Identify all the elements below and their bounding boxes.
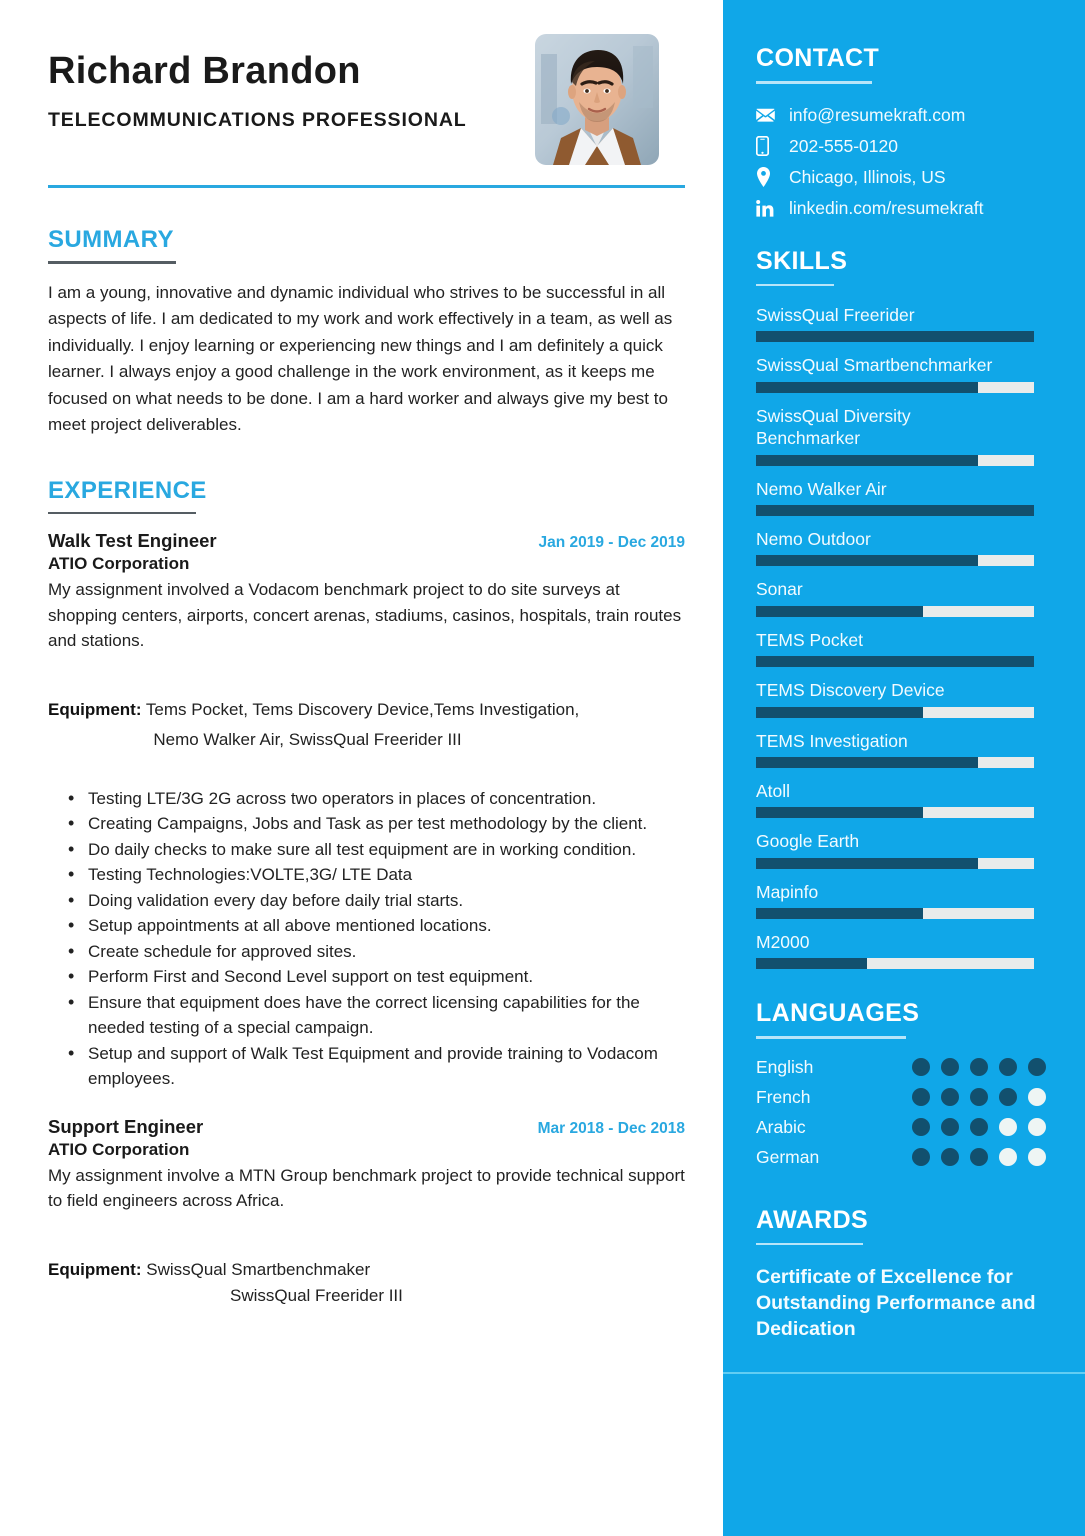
list-item: • Testing Technologies:VOLTE,3G/ LTE Data (86, 862, 685, 888)
experience-item-header (48, 1116, 685, 1138)
languages-heading: LANGUAGES (756, 999, 920, 1028)
skill-bar-fill (756, 908, 923, 919)
skill-name: M2000 (756, 932, 810, 953)
list-item: • Perform First and Second Level support on test equipment. (86, 964, 685, 990)
job-dates: Jan 2019 - Dec 2019 (538, 534, 685, 552)
skill-name: TEMS Discovery Device (756, 680, 945, 701)
job-equipment-line1: Tems Pocket, Tems Discovery Device,Tems Investigation, (145, 699, 580, 719)
skill-bar-fill (756, 757, 978, 768)
language-item (756, 1147, 1060, 1168)
skill-bar (756, 757, 1034, 768)
rating-dot-filled (941, 1118, 959, 1136)
experience-item-header (48, 530, 685, 552)
contact-value-location: Chicago, Illinois, US (789, 166, 946, 187)
skill-name: SwissQual Freerider (756, 305, 915, 325)
languages-list (756, 1057, 1060, 1168)
skill-name: Nemo Walker Air (756, 478, 887, 499)
skill-bar-fill (756, 858, 978, 869)
skill-name: Nemo Outdoor (756, 528, 871, 549)
list-item: • Doing validation every day before daily trial starts. (86, 888, 685, 914)
list-item: • Setup and support of Walk Test Equipment and provide training to Vodacom employees. (86, 1041, 685, 1092)
list-item: • Do daily checks to make sure all test equipment are in working condition. (86, 837, 685, 863)
header-divider (48, 185, 685, 188)
skills-heading-rule (756, 284, 834, 287)
rating-dot-filled (912, 1058, 930, 1076)
job-role: Walk Test Engineer (48, 530, 217, 552)
skills-section (756, 247, 1060, 970)
sidebar (723, 0, 1085, 1536)
page-title: Richard Brandon (48, 50, 361, 92)
list-item: • Setup appointments at all above mentioned locations. (86, 913, 685, 939)
list-item: • Create schedule for approved sites. (86, 939, 685, 965)
rating-dot-empty (1028, 1088, 1046, 1106)
job-dates: Mar 2018 - Dec 2018 (537, 1119, 685, 1137)
skill-item (756, 629, 1060, 667)
skill-item (756, 528, 1060, 566)
languages-section (756, 999, 1060, 1168)
skill-item (756, 578, 1060, 616)
skill-bar (756, 707, 1034, 718)
portrait-photo (535, 34, 659, 165)
job-description: My assignment involved a Vodacom benchmark project to do site surveys at shopping centers, airports, concert arenas, stadiums, casinos, hospitals, train routes and stations. (48, 580, 682, 651)
list-item: • Creating Campaigns, Jobs and Task as per test methodology by the client. (86, 811, 685, 837)
awards-heading: AWARDS (756, 1205, 869, 1234)
job-equipment-line2: SwissQual Freerider III (230, 1286, 403, 1306)
contact-item-email[interactable] (756, 105, 1060, 126)
skill-bar-fill (756, 656, 1034, 667)
rating-dot-empty (999, 1118, 1017, 1136)
skill-bar-fill (756, 331, 1034, 342)
rating-dot-filled (941, 1088, 959, 1106)
skill-bar (756, 382, 1034, 393)
name-block (48, 30, 467, 132)
job-description: My assignment involve a MTN Group benchmark project to provide technical support to field engineers across Africa. (48, 1165, 685, 1211)
rating-dot-empty (999, 1148, 1017, 1166)
skill-bar (756, 331, 1034, 342)
skill-bar (756, 505, 1034, 516)
contact-heading-rule (756, 81, 872, 84)
award-text: Certificate of Excellence for Outstanding Performance and Dedication (756, 1266, 1036, 1341)
skill-bar (756, 455, 1034, 466)
experience-heading-rule (48, 512, 196, 515)
language-rating (912, 1058, 1046, 1076)
language-item (756, 1087, 1060, 1108)
contact-item-phone[interactable] (756, 136, 1060, 157)
skill-item (756, 354, 1060, 392)
skills-heading: SKILLS (756, 246, 848, 275)
job-equipment-line2: Nemo Walker Air, SwissQual Freerider III (153, 729, 462, 749)
skill-item (756, 730, 1060, 768)
job-company: ATIO Corporation (48, 1139, 190, 1159)
location-pin-icon (756, 167, 780, 187)
rating-dot-filled (970, 1148, 988, 1166)
summary-heading-rule (48, 261, 176, 264)
experience-heading: EXPERIENCE (48, 476, 207, 504)
language-item (756, 1117, 1060, 1138)
skill-bar (756, 656, 1034, 667)
rating-dot-filled (912, 1118, 930, 1136)
rating-dot-filled (941, 1148, 959, 1166)
skill-name: SwissQual Smartbenchmarker (756, 355, 993, 376)
skill-name: TEMS Pocket (756, 629, 863, 650)
rating-dot-filled (912, 1088, 930, 1106)
skill-item (756, 780, 1060, 818)
list-item: • Testing LTE/3G 2G across two operators in places of concentration. (86, 786, 685, 812)
skill-item (756, 679, 1060, 717)
contact-value-linkedin: linkedin.com/resumekraft (789, 197, 984, 218)
skill-name: Atoll (756, 780, 791, 801)
skill-bar (756, 908, 1034, 919)
language-rating (912, 1118, 1046, 1136)
job-role: Support Engineer (48, 1115, 204, 1137)
skill-bar-fill (756, 958, 867, 969)
language-name: German (756, 1146, 820, 1167)
rating-dot-filled (970, 1118, 988, 1136)
skill-name: Mapinfo (756, 881, 819, 902)
skill-bar (756, 958, 1034, 969)
experience-section (48, 477, 685, 1307)
skill-bar (756, 807, 1034, 818)
skill-bar-fill (756, 707, 923, 718)
rating-dot-filled (1028, 1058, 1046, 1076)
skill-bar (756, 858, 1034, 869)
awards-divider (723, 1372, 1085, 1374)
skill-item (756, 405, 1060, 466)
language-rating (912, 1148, 1046, 1166)
skill-item (756, 881, 1060, 919)
contact-item-linkedin[interactable] (756, 198, 1060, 219)
rating-dot-filled (970, 1058, 988, 1076)
skill-item (756, 304, 1060, 342)
skill-bar-fill (756, 606, 923, 617)
header-row (48, 30, 685, 165)
skill-name: Google Earth (756, 831, 860, 852)
language-name: Arabic (756, 1116, 806, 1137)
language-item (756, 1057, 1060, 1078)
languages-heading-rule (756, 1036, 906, 1039)
contact-item-location[interactable] (756, 167, 1060, 188)
contact-list (756, 105, 1060, 219)
skill-bar (756, 606, 1034, 617)
rating-dot-filled (999, 1088, 1017, 1106)
job-equipment (48, 697, 685, 723)
skill-bar-fill (756, 505, 1034, 516)
skill-name: SwissQual Diversity Benchmarker (756, 405, 911, 449)
contact-value-phone: 202-555-0120 (789, 135, 898, 156)
skill-item (756, 830, 1060, 868)
job-company: ATIO Corporation (48, 554, 190, 574)
skill-bar-fill (756, 382, 978, 393)
summary-heading: SUMMARY (48, 226, 174, 253)
rating-dot-filled (941, 1058, 959, 1076)
portrait-photo-icon (535, 34, 659, 165)
job-equipment-line1: SwissQual Smartbenchmaker (146, 1259, 371, 1279)
skill-name: TEMS Investigation (756, 730, 908, 751)
envelope-icon (756, 108, 780, 122)
summary-section (48, 226, 685, 439)
professional-title: TELECOMMUNICATIONS PROFESSIONAL (48, 108, 467, 131)
rating-dot-filled (912, 1148, 930, 1166)
awards-heading-rule (756, 1243, 863, 1246)
job-equipment-label: Equipment: (48, 1259, 142, 1279)
skill-item (756, 478, 1060, 516)
skill-bar-fill (756, 555, 978, 566)
job-equipment (48, 1257, 685, 1283)
rating-dot-filled (999, 1058, 1017, 1076)
job-bullet-list (48, 786, 685, 1092)
summary-text: I am a young, innovative and dynamic individual who strives to be successful in all aspects of life. I am dedicated to my work and work effectively in a team, as well as individually. I enjoy learning or experiencing new things and I am definitely a quick learner. I always enjoy a good challenge in the work environment, as it keeps me focused on what needs to be done. I am a hard worker and always give my best to meet project deliverables. (48, 282, 673, 435)
phone-icon (756, 136, 780, 156)
skills-list (756, 304, 1060, 969)
list-item: • Ensure that equipment does have the correct licensing capabilities for the needed testing of a special campaign. (86, 990, 685, 1041)
contact-section (756, 44, 1060, 219)
job-equipment-label: Equipment: (48, 699, 142, 719)
skill-bar-fill (756, 807, 923, 818)
skill-item (756, 931, 1060, 969)
rating-dot-empty (1028, 1148, 1046, 1166)
awards-section (756, 1206, 1060, 1374)
rating-dot-filled (970, 1088, 988, 1106)
skill-bar (756, 555, 1034, 566)
linkedin-icon (756, 200, 780, 217)
skill-name: Sonar (756, 579, 803, 600)
contact-value-email: info@resumekraft.com (789, 104, 966, 125)
experience-item (48, 1116, 685, 1306)
language-rating (912, 1088, 1046, 1106)
contact-heading: CONTACT (756, 44, 880, 72)
skill-bar-fill (756, 455, 978, 466)
rating-dot-empty (1028, 1118, 1046, 1136)
experience-item (48, 530, 685, 1092)
language-name: French (756, 1086, 811, 1107)
language-name: English (756, 1056, 814, 1077)
